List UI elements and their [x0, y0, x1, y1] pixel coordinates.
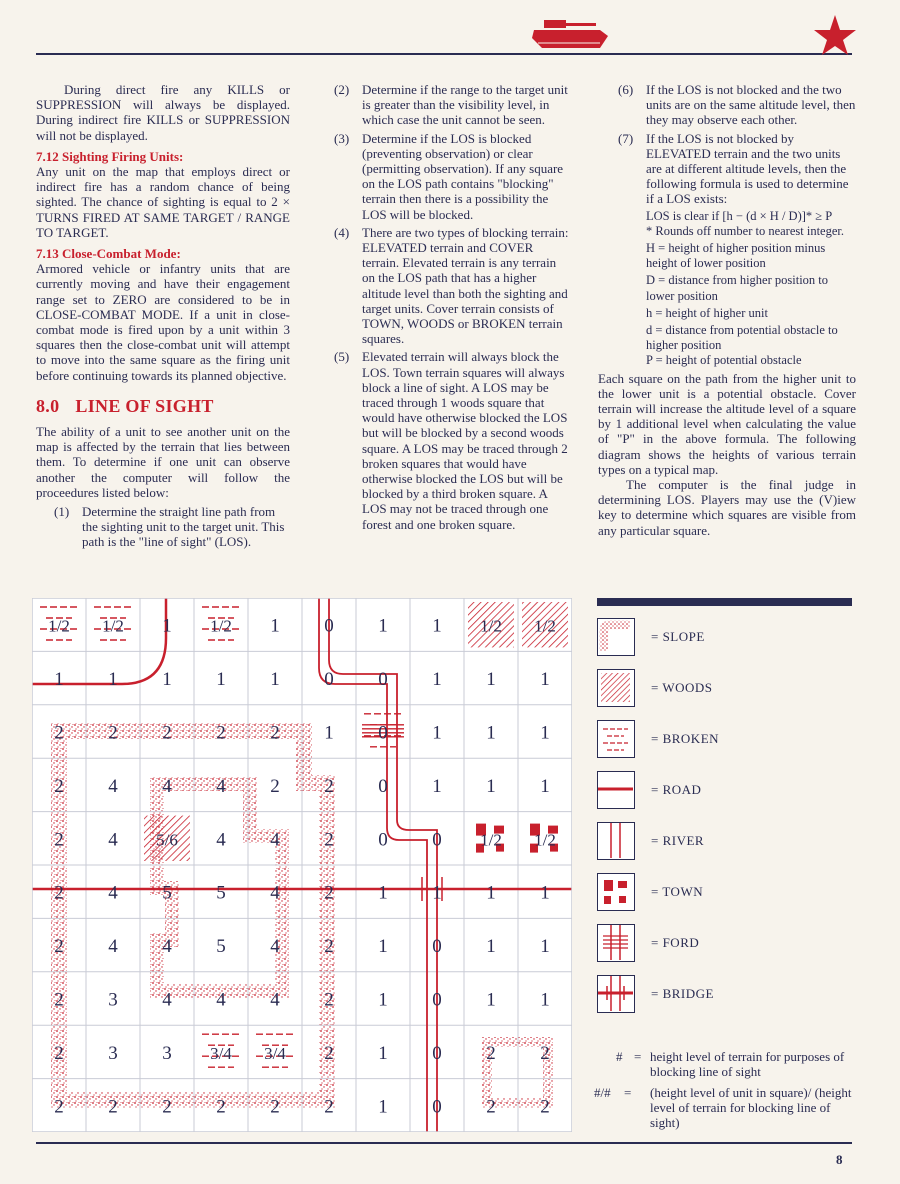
note-1-equals: = [634, 1049, 642, 1064]
height-label: 2 [270, 1096, 280, 1118]
height-label: 4 [108, 882, 118, 904]
height-label: 2 [108, 1096, 118, 1118]
legend-item-broken [597, 720, 719, 758]
step-6-text: If the LOS is not blocked and the two units are on the same altitude level, then they may observe each other. [646, 82, 856, 128]
legend-label-broken: = BROKEN [651, 731, 720, 746]
height-label: 2 [54, 989, 64, 1011]
height-label: 1 [540, 669, 550, 691]
step-6 [598, 82, 856, 128]
legend-label-town: = TOWN [651, 884, 704, 899]
header-rule [36, 53, 852, 55]
legend-label-ford: = FORD [651, 935, 700, 950]
height-label: 1 [432, 775, 442, 797]
height-label: 0 [324, 615, 334, 637]
note-1-text: height level of terrain for purposes of blocking line of sight [650, 1049, 845, 1079]
height-label: 1 [432, 615, 442, 637]
road-icon [597, 771, 635, 809]
paragraph-display: During direct fire any KILLS or SUPPRESSION will always be displayed. During indirect fire KILLS or SUPPRESSION will not be displayed. [36, 82, 290, 143]
step-2 [334, 82, 570, 128]
height-label: 1 [540, 882, 550, 904]
paragraph-7-13: Armored vehicle or infantry units that are currently moving and have their engagement range set to ZERO are considered to be in CLOSE-COMBAT MODE. If a unit in close-combat mode is fired upon by a unit within 3 squares then the close-combat unit will attempt to move into the same square as the firing unit before continuing towards its planned objective. [36, 261, 290, 383]
height-label: 2 [54, 829, 64, 851]
section-title [36, 395, 290, 416]
height-label: 2 [486, 1096, 496, 1118]
definition-d: d = distance from potential obstacle to higher position [646, 323, 838, 353]
terrain-map-diagram [32, 598, 572, 1132]
height-label: 1 [216, 669, 226, 691]
woods-icon [597, 669, 635, 707]
height-label: 4 [216, 775, 226, 797]
step-5-number: (5) [334, 349, 350, 365]
height-label: 5 [216, 882, 226, 904]
paragraph-each-square: Each square on the path from the higher unit to the lower unit is a potential obstacle. Cover terrain will increase the altitude level of a square by 1 additional level when calculating the value of "P" in the above formula. The following diagram shows the heights of various terrain types on a typical map. [598, 370, 856, 477]
tank-icon [528, 16, 618, 52]
height-label: 2 [324, 1042, 334, 1064]
height-label: 2 [162, 722, 172, 744]
legend-top-bar [597, 598, 852, 606]
town-icon [597, 873, 635, 911]
column-left [36, 82, 290, 550]
height-label: 1 [540, 936, 550, 958]
legend-item-river [597, 822, 704, 860]
height-label: 1 [486, 882, 496, 904]
height-label: 1 [540, 775, 550, 797]
bridge-icon [597, 975, 635, 1013]
height-label: 0 [378, 775, 388, 797]
step-4-number: (4) [334, 224, 350, 240]
height-label: 5 [216, 936, 226, 958]
height-label: 2 [324, 829, 334, 851]
height-label: 1/2 [102, 616, 124, 636]
height-label: 4 [270, 989, 280, 1011]
legend-item-town [597, 873, 703, 911]
height-label: 2 [270, 775, 280, 797]
step-1-number: (1) [54, 504, 70, 520]
height-label: 1/2 [480, 830, 502, 850]
legend-item-ford [597, 924, 699, 962]
height-label: 5/6 [156, 830, 178, 850]
height-label: 1 [54, 669, 64, 691]
step-5 [334, 349, 570, 531]
height-label: 1 [540, 722, 550, 744]
height-label: 1 [378, 989, 388, 1011]
height-label: 1 [486, 989, 496, 1011]
height-label: 2 [324, 1096, 334, 1118]
legend-label-river: = RIVER [651, 833, 705, 848]
note-1-symbol: # [616, 1049, 623, 1064]
step-6-number: (6) [618, 82, 634, 97]
height-label: 2 [54, 882, 64, 904]
height-label: 2 [486, 1042, 496, 1064]
height-label: 2 [270, 722, 280, 744]
height-label: 3 [108, 1042, 118, 1064]
height-label: 3/4 [210, 1043, 232, 1063]
page-number: 8 [836, 1152, 843, 1167]
note-height-pair [594, 1085, 856, 1130]
height-label: 0 [432, 989, 442, 1011]
height-label: 1 [432, 722, 442, 744]
height-label: 1 [378, 615, 388, 637]
height-label: 0 [432, 829, 442, 851]
height-label: 1/2 [210, 616, 232, 636]
height-label: 1 [378, 882, 388, 904]
height-label: 4 [270, 936, 280, 958]
height-label: 2 [54, 1096, 64, 1118]
heading-7-12: 7.12 Sighting Firing Units: [36, 148, 184, 164]
note-2-text: (height level of unit in square)/ (height level of terrain for blocking line of sight) [650, 1085, 852, 1130]
legend-label-slope: = SLOPE [651, 629, 705, 644]
height-label: 3 [162, 1042, 172, 1064]
height-label: 1 [324, 722, 334, 744]
height-label: 1/2 [48, 616, 70, 636]
height-label: 2 [540, 1096, 550, 1118]
height-label: 1 [162, 669, 172, 691]
height-label: 4 [162, 775, 172, 797]
step-5-text: Elevated terrain will always block the LOS. Town terrain squares will always block a line of sight. A LOS may be traced through 1 woods square that would have otherwise blocked the LOS but will be blocked by a second woods square. A LOS may be traced through 2 broken squares that would have otherwise blocked the LOS but will be blocked by a third broken square. A LOS may not be traced through one forest and one broken square. [362, 349, 568, 532]
heading-7-13: 7.13 Close-Combat Mode: [36, 246, 181, 262]
height-label: 1 [486, 936, 496, 958]
height-label: 0 [378, 829, 388, 851]
height-label: 1/2 [480, 616, 502, 636]
slope-icon [597, 618, 635, 656]
legend-item-woods [597, 669, 713, 707]
step-4 [334, 225, 570, 347]
height-label: 2 [324, 989, 334, 1011]
note-2-symbol: #/# [594, 1085, 611, 1100]
step-1-text: Determine the straight line path from the sighting unit to the target unit. This path is the "line of sight" (LOS). [82, 504, 285, 550]
paragraph-computer-judge: The computer is the final judge in determining LOS. Players may use the (V)iew key to determine which squares are visible from any particular square. [598, 477, 856, 538]
height-label: 1 [270, 669, 280, 691]
legend-item-bridge [597, 975, 714, 1013]
height-label: 3/4 [264, 1043, 286, 1063]
height-label: 4 [216, 989, 226, 1011]
height-label: 2 [162, 1096, 172, 1118]
section-name: LINE OF SIGHT [75, 395, 214, 416]
height-label: 0 [324, 669, 334, 691]
note-2-equals: = [624, 1085, 632, 1100]
height-label: 1 [378, 936, 388, 958]
step-7 [598, 131, 856, 207]
column-right [598, 82, 856, 538]
height-label: 2 [216, 1096, 226, 1118]
height-label: 2 [540, 1042, 550, 1064]
river-icon [597, 822, 635, 860]
height-label: 5 [162, 882, 172, 904]
column-middle [334, 82, 570, 532]
height-label: 1 [486, 669, 496, 691]
definition-H: H = height of higher position minus height of lower position [646, 241, 826, 271]
height-label: 0 [378, 722, 388, 744]
height-label: 0 [432, 936, 442, 958]
step-3 [334, 131, 570, 222]
height-label: 1 [486, 722, 496, 744]
height-label: 2 [54, 722, 64, 744]
height-label: 4 [108, 775, 118, 797]
legend-label-woods: = WOODS [651, 680, 713, 695]
legend-label-bridge: = BRIDGE [651, 986, 714, 1001]
legend-item-road [597, 771, 701, 809]
star-icon [813, 14, 857, 56]
height-label: 2 [324, 775, 334, 797]
step-3-number: (3) [334, 130, 350, 146]
height-label: 4 [108, 936, 118, 958]
height-label: 2 [54, 1042, 64, 1064]
broken-icon [597, 720, 635, 758]
height-label: 2 [324, 936, 334, 958]
height-label: 0 [378, 669, 388, 691]
height-label: 1 [270, 615, 280, 637]
height-label: 4 [108, 829, 118, 851]
step-2-text: Determine if the range to the target unit is greater than the visibility level, in which case the unit cannot be seen. [362, 82, 568, 128]
height-label: 4 [216, 829, 226, 851]
height-label: 1 [378, 1096, 388, 1118]
height-label: 1 [162, 615, 172, 637]
paragraph-los-intro: The ability of a unit to see another unit on the map is affected by the terrain that lies between them. To determine if one unit can observe another the computer will follow the proceedures listed below: [36, 424, 290, 500]
paragraph-7-12: Any unit on the map that employs direct or indirect fire has a random chance of being sighted. The chance of sighting is equal to 2 × TURNS FIRED AT SAME TARGET / RANGE TO TARGET. [36, 164, 290, 240]
footer-rule [36, 1142, 852, 1144]
height-label: 1 [540, 989, 550, 1011]
note-height-single [616, 1049, 856, 1079]
height-label: 3 [108, 989, 118, 1011]
height-label: 1 [108, 669, 118, 691]
height-label: 4 [162, 936, 172, 958]
rounding-note: * Rounds off number to nearest integer. [646, 223, 844, 238]
step-3-text: Determine if the LOS is blocked (preventing observation) or clear (permitting observation). If any square on the LOS path contains "blocking" terrain then there is a possibility the LOS will be blocked. [362, 130, 564, 222]
height-label: 4 [270, 829, 280, 851]
height-label: 2 [108, 722, 118, 744]
height-label: 1 [432, 882, 442, 904]
definition-D: D = distance from higher position to lower position [646, 273, 829, 303]
height-label: 2 [54, 936, 64, 958]
height-label: 2 [54, 775, 64, 797]
height-label: 4 [162, 989, 172, 1011]
section-number: 8.0 [36, 395, 60, 416]
ford-icon [597, 924, 635, 962]
height-label: 4 [270, 882, 280, 904]
height-label: 1/2 [534, 830, 556, 850]
definition-P: P = height of potential obstacle [646, 353, 802, 368]
step-7-text: If the LOS is not blocked by ELEVATED terrain and the two units are at different altitude levels, then the following formula is used to determine if a LOS exists: [646, 130, 849, 207]
los-formula: LOS is clear if [h − (d × H / D)]* ≥ P [646, 208, 833, 223]
height-label: 1 [378, 1042, 388, 1064]
height-label: 1 [432, 669, 442, 691]
height-label: 0 [432, 1042, 442, 1064]
height-label: 1 [486, 775, 496, 797]
height-label: 2 [324, 882, 334, 904]
step-7-number: (7) [618, 130, 634, 146]
step-2-number: (2) [334, 82, 350, 97]
step-1 [36, 504, 290, 550]
definition-h: h = height of higher unit [646, 305, 768, 320]
step-4-text: There are two types of blocking terrain: ELEVATED terrain and COVER terrain. Elevated terrain is any terrain on the LOS path that has a higher altitude level than both the sighting and target units. Cover terrain consists of TOWN, WOODS or BROKEN terrain squares. [362, 224, 569, 347]
legend-label-road: = ROAD [651, 782, 702, 797]
height-label: 2 [216, 722, 226, 744]
height-label: 0 [432, 1096, 442, 1118]
legend-item-slope [597, 618, 705, 656]
height-label: 1/2 [534, 616, 556, 636]
